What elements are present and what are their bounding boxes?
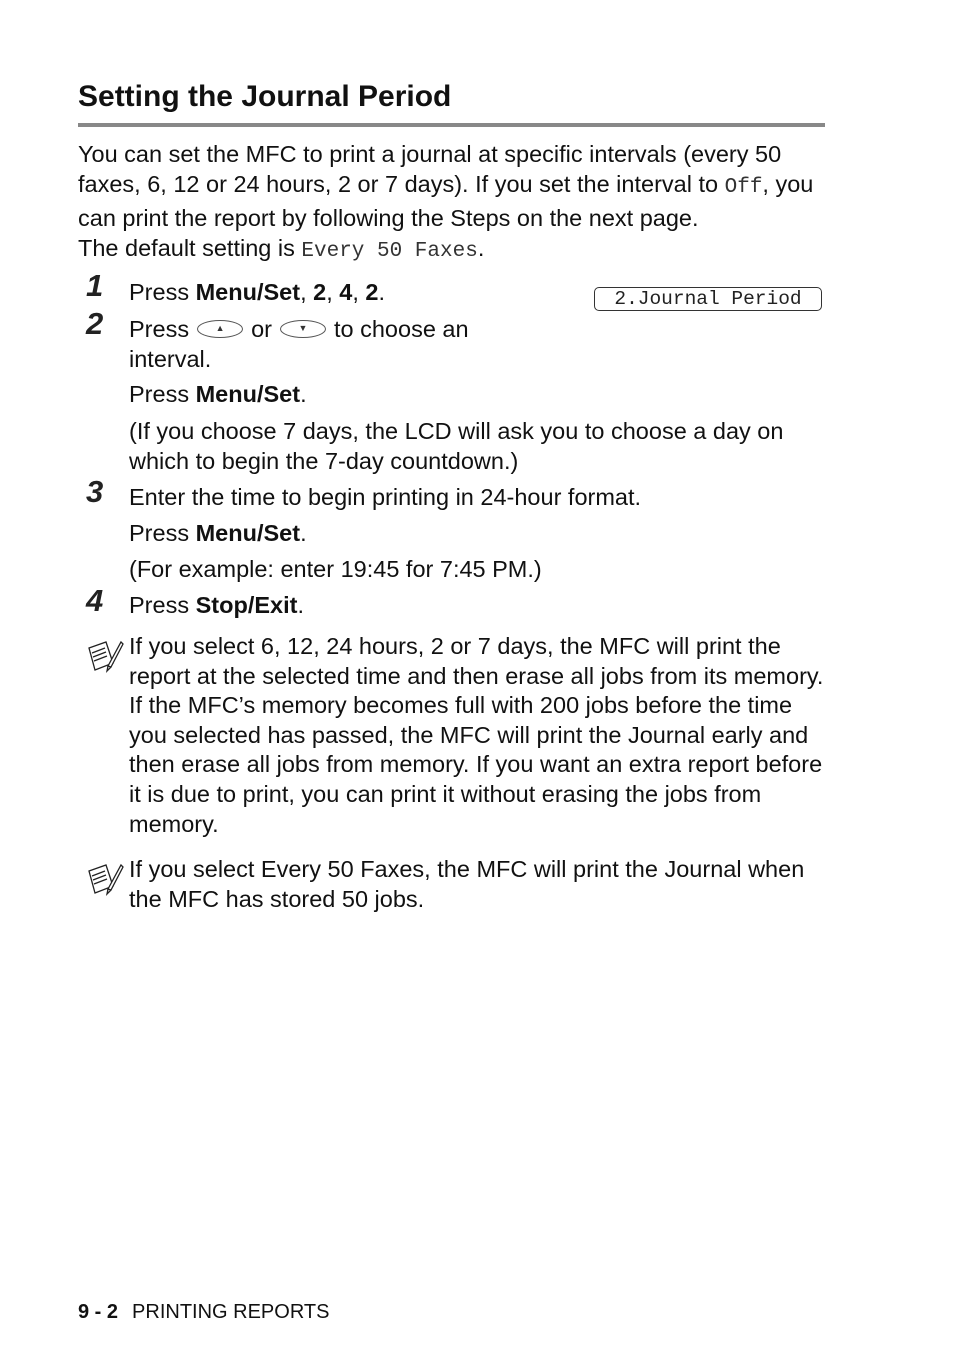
intro-text-2: , you can print the report by following the Steps on the next page. [78,171,814,231]
step-1-sep1: , [300,279,314,305]
step-2-press-menuset [129,379,829,409]
section-name: PRINTING REPORTS [132,1301,330,1323]
step-1-press: Press [129,279,196,305]
step-4-text [129,590,829,620]
page-footer [78,1301,329,1324]
note-2-text: If you select Every 50 Faxes, the MFC will print the Journal when the MFC has stored 50 jobs. [129,856,805,912]
step-4-end: . [297,592,304,618]
intro-text-4: . [477,235,485,261]
page-number: 9 - 2 [78,1301,119,1323]
step-2-rest: to choose an [333,316,469,342]
step-number-3: 3 [86,474,104,509]
step-3-key-menuset: Menu/Set [195,520,301,546]
step-1-key-2b: 2 [365,279,379,305]
note-pencil-icon [86,636,124,676]
step-1-key-4: 4 [339,279,353,305]
step-2-press2: Press [129,381,196,407]
step-1-end: . [378,279,386,305]
page-title: Setting the Journal Period [78,80,452,113]
default-setting: Every 50 Faxes [301,240,478,263]
step-4-press: Press [129,592,196,618]
title-underline [78,123,825,127]
step-2-rest2: interval. [129,346,212,372]
step-3-example: (For example: enter 19:45 for 7:45 PM.) [129,556,542,582]
down-arrow-key-icon: ▼ [280,320,326,338]
step-1-sep3: , [352,279,366,305]
note-pencil-icon [86,859,124,899]
step-3-press: Press [129,520,196,546]
step-1-text [129,277,569,307]
step-2-text [129,314,569,374]
step-2-press: Press [129,316,190,342]
step-4-key-stopexit: Stop/Exit [195,592,298,618]
off-setting: Off [724,176,763,199]
step-1-sep2: , [326,279,340,305]
step-number-4: 4 [86,583,104,618]
up-arrow-key-icon: ▲ [197,320,243,338]
step-1-key-2: 2 [313,279,327,305]
step-number-1: 1 [86,268,104,303]
step-2-note: (If you choose 7 days, the LCD will ask you to choose a day on which to begin the 7-day countdown.) [129,418,784,474]
step-3-press-menuset [129,518,829,548]
step-2-end: . [300,381,307,407]
intro-text-1: You can set the MFC to print a journal at specific intervals (every 50 faxes, 6, 12 or 24 hours, 2 or 7 days). If you set the interval to [78,141,782,197]
step-3-end: . [300,520,307,546]
step-1-key-menuset: Menu/Set [195,279,301,305]
note-1-text: If you select 6, 12, 24 hours, 2 or 7 days, the MFC will print the report at the selected time and then erase all jobs from its memory. If the MFC’s memory becomes full with 200 jobs before the time you selected has passed, the MFC will print the Journal early and then erase all jobs from memory. If you want an extra report before it is due to print, you can print it without erasing the jobs from memory. [129,633,824,837]
intro-text-3: The default setting is [78,235,302,261]
step-number-2: 2 [86,306,104,341]
step-2-or: or [251,316,272,342]
intro-paragraph [78,139,838,267]
step-3-text: Enter the time to begin printing in 24-hour format. [129,484,642,510]
step-2-key-menuset: Menu/Set [195,381,301,407]
lcd-display: 2.Journal Period [594,287,822,311]
